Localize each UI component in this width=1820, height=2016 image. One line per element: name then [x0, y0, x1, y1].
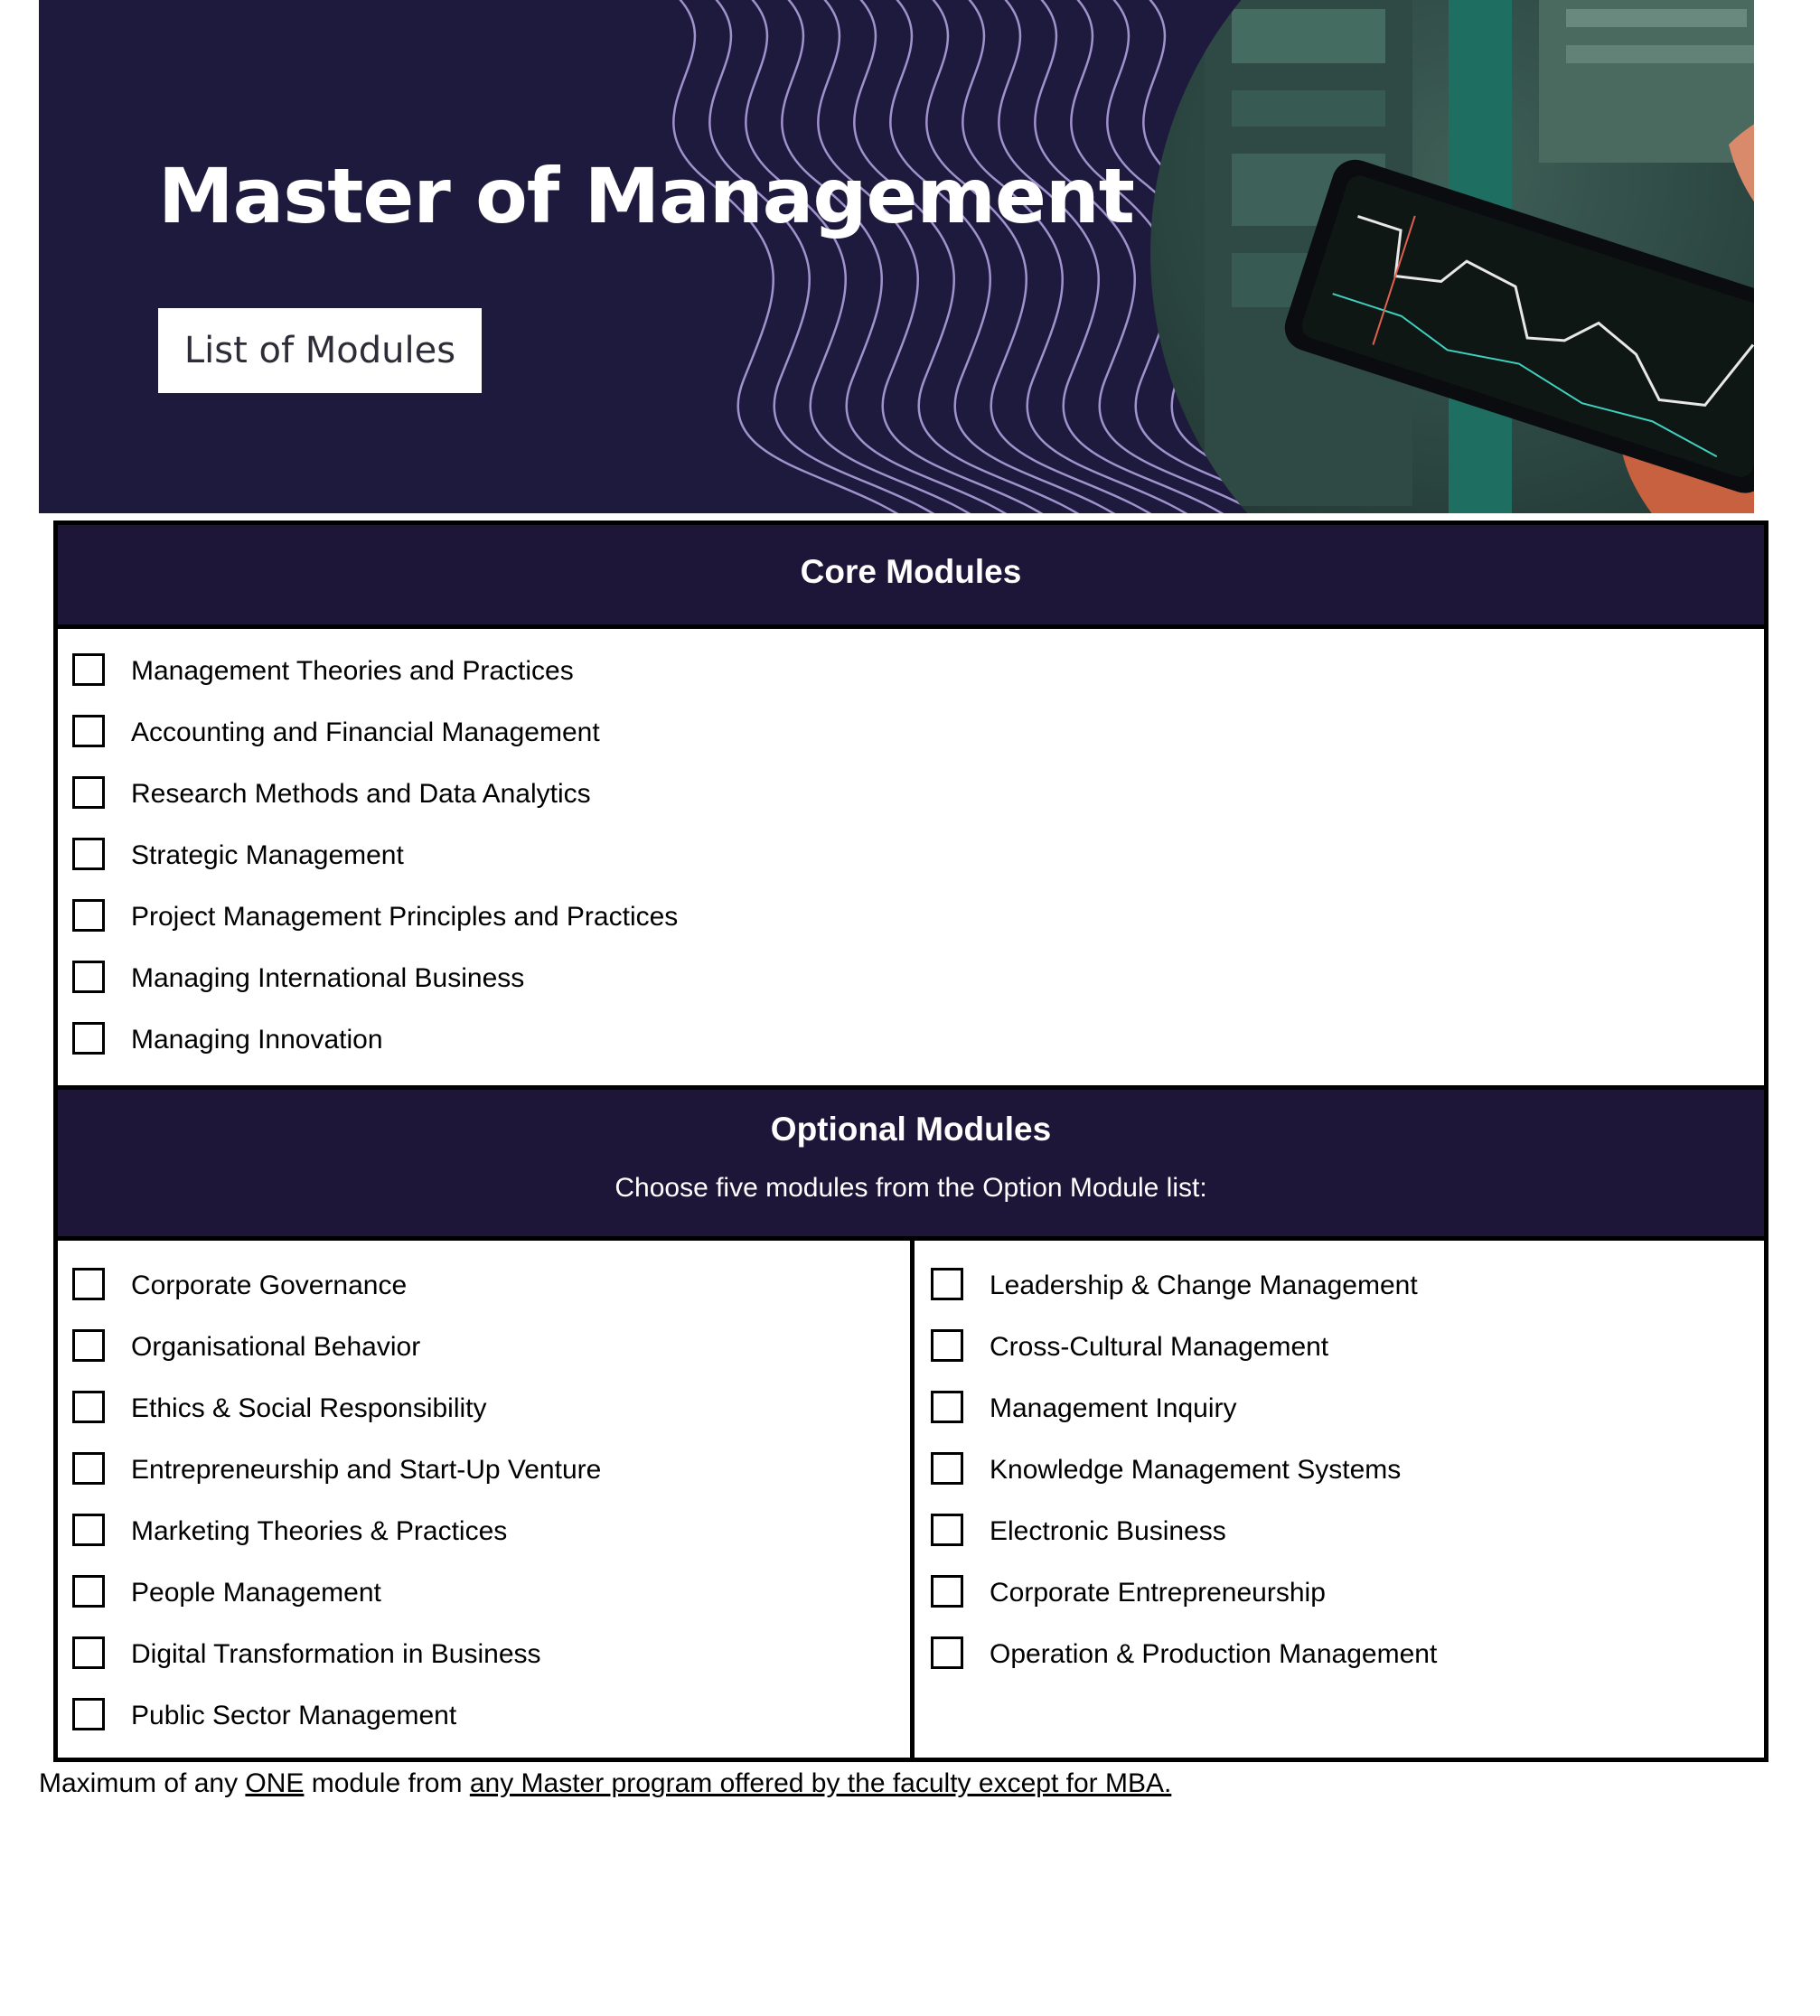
checkbox[interactable] — [72, 1698, 105, 1730]
module-label: Management Theories and Practices — [131, 656, 574, 686]
banner-title: Master of Management — [158, 152, 1134, 240]
module-label: Marketing Theories & Practices — [131, 1516, 508, 1546]
checkbox[interactable] — [72, 1514, 105, 1546]
module-label: Research Methods and Data Analytics — [131, 779, 591, 809]
core-modules-list — [72, 641, 678, 1071]
checkbox[interactable] — [72, 1575, 105, 1608]
core-modules-title: Core Modules — [800, 553, 1022, 590]
checkbox[interactable] — [72, 838, 105, 870]
core-modules-header — [58, 525, 1764, 629]
checkbox[interactable] — [72, 1636, 105, 1669]
module-label: Management Inquiry — [990, 1393, 1237, 1423]
checkbox[interactable] — [72, 776, 105, 809]
footnote-text: module from — [304, 1768, 470, 1798]
list-item — [72, 641, 678, 702]
optional-modules-right-list — [931, 1255, 1437, 1685]
optional-modules-header — [58, 1085, 1764, 1241]
module-label: Knowledge Management Systems — [990, 1455, 1402, 1485]
module-label: Corporate Entrepreneurship — [990, 1578, 1326, 1608]
list-item — [931, 1624, 1437, 1685]
checkbox[interactable] — [931, 1514, 963, 1546]
checkbox[interactable] — [72, 1268, 105, 1300]
list-item — [931, 1501, 1437, 1562]
optional-modules-instructions: Choose five modules from the Option Module list: — [614, 1173, 1207, 1203]
module-label: Accounting and Financial Management — [131, 717, 600, 747]
module-label: Managing International Business — [131, 963, 525, 993]
list-item — [72, 1624, 601, 1685]
list-item — [931, 1439, 1437, 1501]
module-label: Electronic Business — [990, 1516, 1226, 1546]
checkbox[interactable] — [72, 1022, 105, 1055]
banner — [39, 0, 1754, 513]
list-item — [72, 1317, 601, 1378]
list-item — [72, 948, 678, 1009]
checkbox[interactable] — [931, 1452, 963, 1485]
modules-table — [53, 520, 1768, 1762]
footnote-emphasis: any Master program offered by the faculty except for MBA. — [469, 1768, 1172, 1798]
list-item — [931, 1378, 1437, 1439]
checkbox[interactable] — [931, 1636, 963, 1669]
module-label: Cross-Cultural Management — [990, 1332, 1329, 1362]
trading-phone-illustration — [1150, 0, 1754, 513]
module-label: Entrepreneurship and Start-Up Venture — [131, 1455, 602, 1485]
module-label: Strategic Management — [131, 840, 404, 870]
list-item — [72, 1501, 601, 1562]
checkbox[interactable] — [931, 1268, 963, 1300]
column-divider — [910, 1236, 915, 1762]
module-label: Digital Transformation in Business — [131, 1639, 541, 1669]
list-item — [72, 1255, 601, 1317]
checkbox[interactable] — [72, 1391, 105, 1423]
optional-modules-left-list — [72, 1255, 601, 1747]
module-label: Leadership & Change Management — [990, 1271, 1418, 1300]
phone-photo — [1150, 0, 1754, 513]
checkbox[interactable] — [72, 961, 105, 993]
module-label: People Management — [131, 1578, 381, 1608]
list-item — [931, 1317, 1437, 1378]
checkbox[interactable] — [931, 1391, 963, 1423]
list-item — [72, 886, 678, 948]
checkbox[interactable] — [72, 1329, 105, 1362]
list-item — [931, 1562, 1437, 1624]
list-item — [72, 1562, 601, 1624]
module-label: Operation & Production Management — [990, 1639, 1438, 1669]
checkbox[interactable] — [72, 1452, 105, 1485]
list-item — [931, 1255, 1437, 1317]
list-item — [72, 702, 678, 764]
list-item — [72, 1009, 678, 1071]
module-label: Public Sector Management — [131, 1701, 457, 1730]
footnote — [39, 1766, 1171, 1802]
list-item — [72, 1439, 601, 1501]
footnote-text: Maximum of any — [39, 1768, 246, 1798]
banner-tag: List of Modules — [158, 308, 482, 393]
checkbox[interactable] — [72, 899, 105, 932]
list-item — [72, 825, 678, 886]
checkbox[interactable] — [931, 1329, 963, 1362]
module-label: Managing Innovation — [131, 1025, 383, 1055]
list-item — [72, 1378, 601, 1439]
checkbox[interactable] — [72, 653, 105, 686]
module-label: Ethics & Social Responsibility — [131, 1393, 487, 1423]
module-label: Corporate Governance — [131, 1271, 408, 1300]
checkbox[interactable] — [931, 1575, 963, 1608]
footnote-emphasis: ONE — [245, 1768, 305, 1798]
checkbox[interactable] — [72, 715, 105, 747]
list-item — [72, 764, 678, 825]
optional-modules-title: Optional Modules — [770, 1111, 1052, 1148]
list-item — [72, 1685, 601, 1747]
module-label: Organisational Behavior — [131, 1332, 421, 1362]
module-label: Project Management Principles and Practices — [131, 902, 679, 932]
